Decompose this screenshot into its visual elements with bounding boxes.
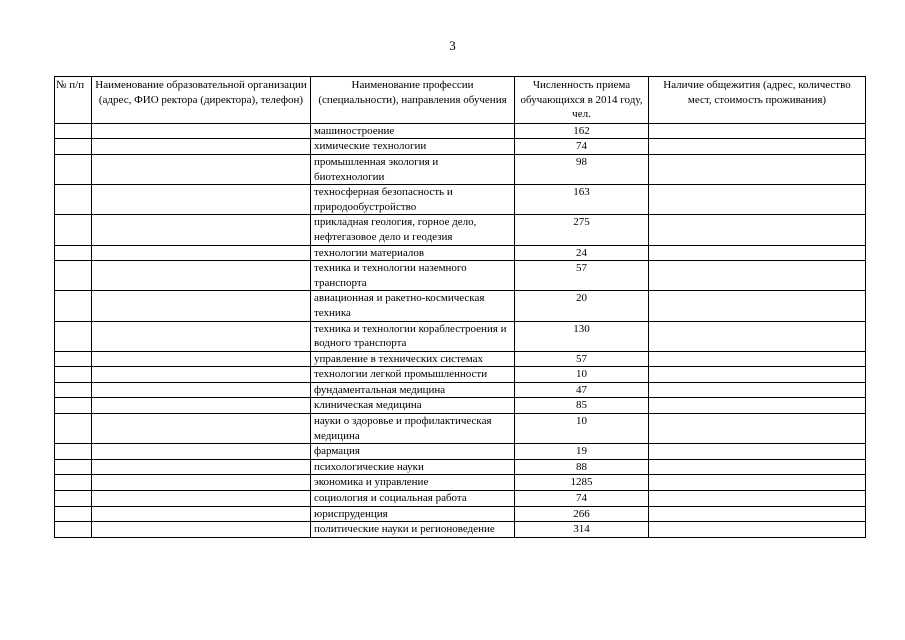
table-row [55, 185, 866, 215]
table-row [55, 398, 866, 414]
table-row [55, 475, 866, 491]
cell-dormitory [649, 506, 866, 522]
cell-admission-count: 85 [515, 398, 649, 414]
table-header-row [55, 77, 866, 124]
cell-profession: управление в технических системах [311, 351, 515, 367]
cell-dormitory [649, 522, 866, 538]
cell-organization [92, 245, 311, 261]
cell-dormitory [649, 321, 866, 351]
header-profession: Наименование профессии (специальности), направления обучения [311, 77, 515, 124]
header-organization: Наименование образовательной организации (адрес, ФИО ректора (директора), телефон) [92, 77, 311, 124]
cell-admission-count: 130 [515, 321, 649, 351]
cell-profession: политические науки и регионоведение [311, 522, 515, 538]
cell-number [55, 382, 92, 398]
cell-admission-count: 10 [515, 414, 649, 444]
cell-profession: психологические науки [311, 459, 515, 475]
cell-profession: фундаментальная медицина [311, 382, 515, 398]
cell-organization [92, 123, 311, 139]
table-row [55, 382, 866, 398]
cell-number [55, 444, 92, 460]
cell-dormitory [649, 491, 866, 507]
cell-admission-count: 57 [515, 261, 649, 291]
header-number: № п/п [55, 77, 92, 124]
cell-admission-count: 314 [515, 522, 649, 538]
cell-number [55, 245, 92, 261]
cell-number [55, 414, 92, 444]
cell-profession: юриспруденция [311, 506, 515, 522]
cell-dormitory [649, 459, 866, 475]
cell-organization [92, 261, 311, 291]
cell-profession: химические технологии [311, 139, 515, 155]
cell-organization [92, 475, 311, 491]
cell-profession: промышленная экология и биотехнологии [311, 154, 515, 184]
table-row [55, 123, 866, 139]
cell-number [55, 154, 92, 184]
table-row [55, 414, 866, 444]
cell-admission-count: 1285 [515, 475, 649, 491]
cell-number [55, 261, 92, 291]
cell-organization [92, 522, 311, 538]
cell-profession: прикладная геология, горное дело, нефтегазовое дело и геодезия [311, 215, 515, 245]
cell-admission-count: 88 [515, 459, 649, 475]
cell-admission-count: 163 [515, 185, 649, 215]
cell-profession: техносферная безопасность и природообустройство [311, 185, 515, 215]
cell-dormitory [649, 351, 866, 367]
cell-number [55, 139, 92, 155]
cell-dormitory [649, 398, 866, 414]
table-row [55, 321, 866, 351]
cell-admission-count: 20 [515, 291, 649, 321]
cell-organization [92, 215, 311, 245]
cell-dormitory [649, 475, 866, 491]
cell-profession: авиационная и ракетно-космическая техника [311, 291, 515, 321]
cell-number [55, 291, 92, 321]
cell-organization [92, 321, 311, 351]
cell-number [55, 185, 92, 215]
cell-dormitory [649, 444, 866, 460]
table-row [55, 261, 866, 291]
cell-organization [92, 444, 311, 460]
table-row [55, 139, 866, 155]
cell-number [55, 351, 92, 367]
cell-admission-count: 98 [515, 154, 649, 184]
cell-number [55, 123, 92, 139]
cell-profession: технологии материалов [311, 245, 515, 261]
cell-admission-count: 74 [515, 139, 649, 155]
cell-admission-count: 74 [515, 491, 649, 507]
cell-organization [92, 459, 311, 475]
cell-profession: фармация [311, 444, 515, 460]
cell-dormitory [649, 139, 866, 155]
cell-dormitory [649, 245, 866, 261]
cell-organization [92, 491, 311, 507]
admission-table [54, 76, 866, 538]
cell-admission-count: 57 [515, 351, 649, 367]
cell-number [55, 475, 92, 491]
cell-number [55, 506, 92, 522]
cell-organization [92, 382, 311, 398]
cell-admission-count: 47 [515, 382, 649, 398]
cell-admission-count: 162 [515, 123, 649, 139]
table-row [55, 215, 866, 245]
cell-dormitory [649, 215, 866, 245]
page-number: 3 [449, 38, 456, 53]
cell-number [55, 215, 92, 245]
table-row [55, 154, 866, 184]
cell-organization [92, 414, 311, 444]
table-row [55, 506, 866, 522]
cell-dormitory [649, 367, 866, 383]
table-row [55, 459, 866, 475]
cell-profession: науки о здоровье и профилактическая медицина [311, 414, 515, 444]
cell-organization [92, 506, 311, 522]
table-row [55, 522, 866, 538]
cell-admission-count: 275 [515, 215, 649, 245]
cell-dormitory [649, 154, 866, 184]
table-row [55, 351, 866, 367]
table-row [55, 444, 866, 460]
cell-organization [92, 154, 311, 184]
cell-organization [92, 398, 311, 414]
cell-number [55, 321, 92, 351]
cell-profession: машиностроение [311, 123, 515, 139]
header-dormitory: Наличие общежития (адрес, количество мест, стоимость проживания) [649, 77, 866, 124]
cell-admission-count: 266 [515, 506, 649, 522]
cell-organization [92, 291, 311, 321]
table-row [55, 367, 866, 383]
cell-profession: техника и технологии наземного транспорта [311, 261, 515, 291]
cell-dormitory [649, 382, 866, 398]
cell-dormitory [649, 261, 866, 291]
table-row [55, 291, 866, 321]
cell-profession: экономика и управление [311, 475, 515, 491]
cell-profession: социология и социальная работа [311, 491, 515, 507]
header-admission-count: Численность приема обучающихся в 2014 году, чел. [515, 77, 649, 124]
cell-profession: клиническая медицина [311, 398, 515, 414]
cell-number [55, 398, 92, 414]
cell-dormitory [649, 185, 866, 215]
table-body [55, 123, 866, 537]
table-row [55, 491, 866, 507]
cell-organization [92, 185, 311, 215]
cell-profession: технологии легкой промышленности [311, 367, 515, 383]
cell-organization [92, 139, 311, 155]
cell-admission-count: 19 [515, 444, 649, 460]
cell-organization [92, 351, 311, 367]
cell-profession: техника и технологии кораблестроения и водного транспорта [311, 321, 515, 351]
cell-admission-count: 24 [515, 245, 649, 261]
cell-number [55, 367, 92, 383]
cell-dormitory [649, 123, 866, 139]
table-row [55, 245, 866, 261]
cell-number [55, 491, 92, 507]
cell-admission-count: 10 [515, 367, 649, 383]
cell-dormitory [649, 291, 866, 321]
cell-number [55, 459, 92, 475]
cell-dormitory [649, 414, 866, 444]
cell-organization [92, 367, 311, 383]
cell-number [55, 522, 92, 538]
